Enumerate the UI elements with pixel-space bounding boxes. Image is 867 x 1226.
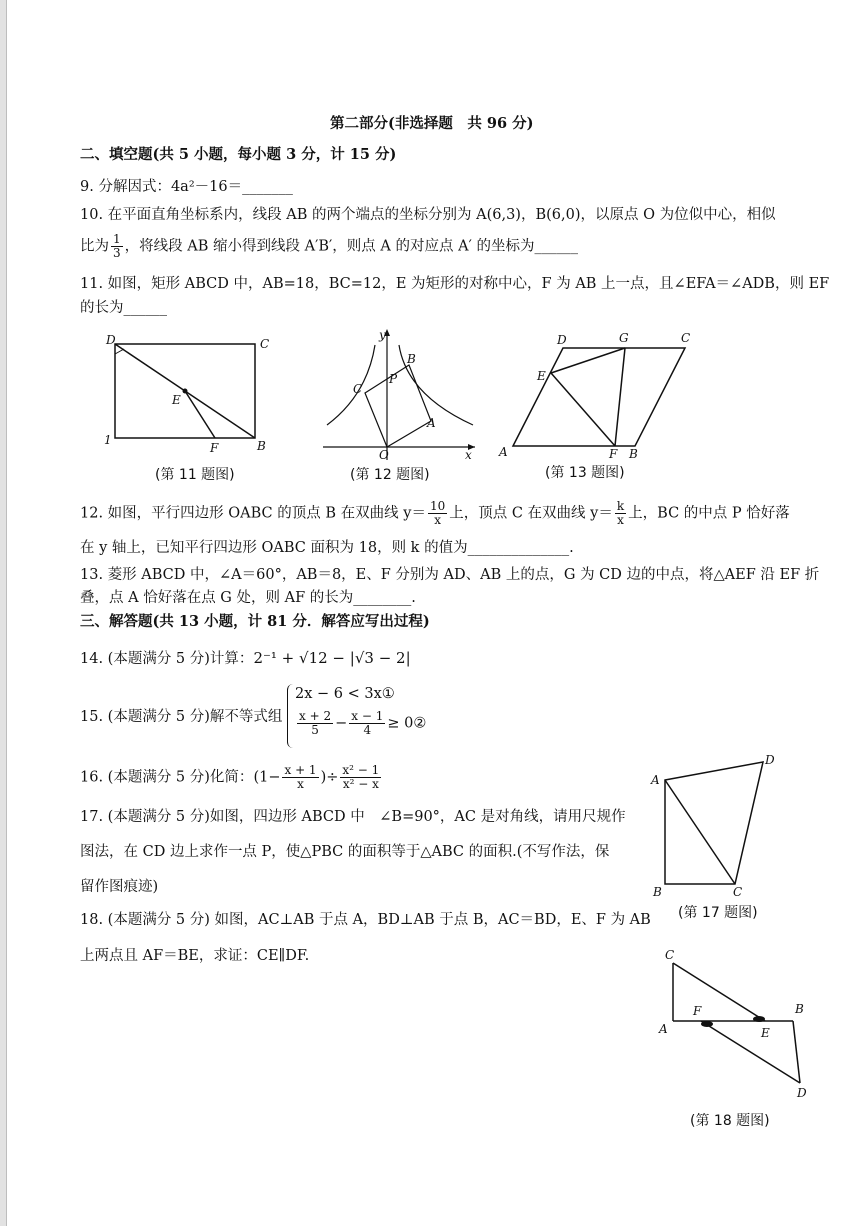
hyperbola-left-branch (327, 345, 375, 425)
segment-bd (793, 1021, 800, 1083)
q15-minus: − (335, 715, 348, 732)
q15-frac-b-den: 4 (363, 723, 372, 737)
q12-part-1: 12. 如图，平行四边形 OABC 的顶点 B 在双曲线 y＝ (80, 505, 426, 522)
segment-ef (551, 373, 615, 446)
figure-11-rectangle (100, 332, 280, 457)
label-c: C (681, 331, 691, 345)
label-b: B (407, 352, 416, 366)
question-15-text: 15. (本题满分 5 分)解不等式组 (80, 709, 283, 725)
q15-frac-a-den: 5 (311, 723, 319, 737)
q14-text: 14. (本题满分 5 分)计算： (80, 651, 254, 667)
figure-18-segments (655, 945, 815, 1105)
label-a: 1 (104, 433, 112, 447)
label-e: E (172, 393, 181, 407)
question-13-line-1: 13. 菱形 ABCD 中，∠A＝60°，AB＝8，E、F 分别为 AD、AB 上的点，G 为 CD 边的中点，将△AEF 沿 EF 折 (80, 567, 820, 583)
segment-eg (551, 348, 625, 373)
label-d: D (106, 333, 116, 347)
question-17-line-3: 留作图痕迹) (80, 879, 159, 895)
mark-f (701, 1021, 713, 1027)
q16-mid: )÷ (320, 769, 339, 786)
label-d: D (797, 1086, 807, 1100)
label-c: C (260, 337, 270, 351)
label-b: B (257, 439, 266, 453)
q15-frac-b (349, 710, 385, 737)
question-12-line-1 (80, 500, 790, 527)
label-c: C (733, 885, 743, 899)
question-11-line-1: 11. 如图，矩形 ABCD 中，AB=18，BC=12，E 为矩形的对称中心，F 为 AB 上一点，且∠EFA＝∠ADB，则 EF (80, 276, 830, 292)
label-b: B (629, 447, 638, 460)
part-title: 第二部分(非选择题 共 96 分) (330, 115, 534, 132)
question-16 (80, 764, 383, 791)
q15-frac-b-num: x − 1 (351, 709, 384, 723)
parallelogram-oabc (365, 365, 431, 447)
label-f: F (210, 441, 219, 455)
q15-tail: ≥ 0② (387, 715, 427, 732)
q12-f2-den: x (617, 513, 624, 527)
q15-inequality-1: 2x − 6 < 3x① (295, 686, 395, 702)
label-a: A (427, 416, 436, 430)
label-a: A (651, 773, 660, 787)
segment-gf (615, 348, 625, 446)
mark-e (753, 1016, 765, 1022)
q12-f2-num: k (616, 499, 625, 513)
figure-12-hyperbola (315, 325, 485, 465)
segment-ce (673, 963, 765, 1021)
q16-f1-den: x (297, 777, 304, 791)
label-a: A (659, 1022, 668, 1036)
label-b: B (653, 885, 662, 899)
q15-frac-a (297, 710, 333, 737)
question-10-line-2 (80, 233, 578, 260)
figure-17-caption: (第 17 题图) (678, 905, 758, 921)
label-c: C (353, 382, 363, 396)
figure-17-quadrilateral (645, 752, 785, 900)
q12-part-3: 上，BC 的中点 P 恰好落 (628, 505, 790, 522)
q16-text: 16. (本题满分 5 分)化简： (80, 769, 254, 786)
q12-fraction-10-over-x (428, 500, 447, 527)
label-d: D (765, 753, 775, 767)
figure-11-caption: (第 11 题图) (155, 467, 235, 483)
q16-frac-2 (340, 764, 381, 791)
question-17-line-2: 图法，在 CD 边上求作一点 P，使△PBC 的面积等于△ABC 的面积.(不写作法，保 (80, 844, 610, 860)
label-g: G (619, 331, 629, 345)
q16-f2-den: x² − x (342, 777, 379, 791)
diagonal-ac (665, 780, 735, 884)
question-11-line-2: 的长为______ (80, 300, 167, 316)
question-12-line-2: 在 y 轴上，已知平行四边形 OABC 面积为 18，则 k 的值为______________. (80, 540, 574, 556)
label-b: B (795, 1002, 804, 1016)
segment-ef (185, 391, 215, 438)
label-o: O (379, 448, 389, 462)
figure-12-caption: (第 12 题图) (350, 467, 430, 483)
rhombus-abcd (513, 348, 685, 446)
label-f: F (609, 447, 618, 460)
question-10-line-1: 10. 在平面直角坐标系内，线段 AB 的两个端点的坐标分别为 A(6,3)，B(6,0)，以原点 O 为位似中心，相似 (80, 207, 776, 223)
question-18-line-1: 18. (本题满分 5 分) 如图，AC⊥AB 于点 A，BD⊥AB 于点 B，AC＝BD，E、F 为 AB (80, 912, 651, 928)
q12-f1-num: 10 (429, 499, 446, 513)
label-e: E (537, 369, 546, 383)
quadrilateral-abcd (665, 762, 763, 884)
q12-fraction-k-over-x (615, 500, 626, 527)
figure-13-rhombus (495, 328, 700, 460)
label-p: P (389, 372, 398, 386)
label-d: D (557, 333, 567, 347)
q12-f1-den: x (434, 513, 441, 527)
question-17-line-1: 17. (本题满分 5 分)如图，四边形 ABCD 中 ∠B=90°，AC 是对角线，请用尺规作 (80, 809, 626, 825)
q12-part-2: 上，顶点 C 在双曲线 y＝ (449, 505, 613, 522)
q10-suffix: ，将线段 AB 缩小得到线段 A′B′，则点 A 的对应点 A′ 的坐标为______ (124, 238, 578, 255)
q10-prefix: 比为 (80, 238, 109, 255)
q10-ratio-fraction (111, 233, 123, 260)
label-c: C (665, 948, 675, 962)
section-heading-fill-in: 二、填空题(共 5 小题，每小题 3 分，计 15 分) (80, 146, 397, 163)
scan-page-edge (0, 0, 7, 1226)
question-9: 9. 分解因式：4a²－16＝_______ (80, 179, 293, 195)
q14-expression: 2⁻¹ + √12 − |√3 − 2| (253, 649, 411, 667)
q16-f2-num: x² − 1 (342, 763, 380, 777)
label-e: E (761, 1026, 770, 1040)
label-y: y (379, 328, 386, 342)
q10-frac-den: 3 (113, 246, 121, 260)
label-x: x (465, 448, 472, 462)
question-13-line-2: 叠，点 A 恰好落在点 G 处，则 AF 的长为________. (80, 590, 416, 606)
q16-open: (1− (253, 769, 281, 786)
question-14 (80, 648, 411, 669)
q16-frac-1 (282, 764, 318, 791)
angle-mark (115, 349, 124, 354)
label-f: F (693, 1004, 702, 1018)
figure-13-caption: (第 13 题图) (545, 465, 625, 481)
q15-inequality-2 (295, 710, 426, 737)
section-heading-solve: 三、解答题(共 13 小题，计 81 分．解答应写出过程) (80, 613, 430, 630)
q15-frac-a-num: x + 2 (299, 709, 332, 723)
label-a: A (499, 445, 508, 459)
question-18-line-2: 上两点且 AF＝BE，求证：CE∥DF. (80, 948, 310, 964)
point-e (183, 389, 188, 394)
segment-fd (701, 1021, 800, 1083)
q16-f1-num: x + 1 (284, 763, 317, 777)
figure-18-caption: (第 18 题图) (690, 1113, 770, 1129)
q10-frac-num: 1 (113, 232, 121, 246)
